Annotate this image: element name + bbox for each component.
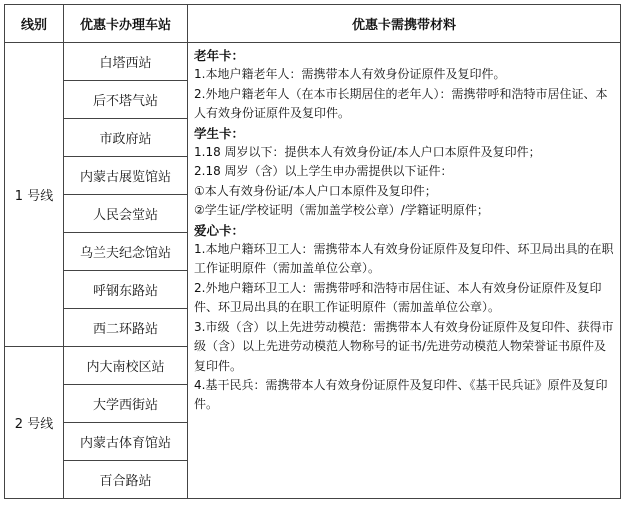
material-item: 2.外地户籍环卫工人：需携带呼和浩特市居住证、本人有效身份证原件及复印件、环卫局出具的在职工作证明原件（需加盖单位公章）。 — [194, 280, 602, 315]
table-row — [5, 43, 621, 81]
station-name: 内大南校区站 — [64, 347, 188, 385]
material-item: 4.基干民兵：需携带本人有效身份证原件及复印件、《基干民兵证》原件及复印件。 — [194, 377, 608, 412]
station-name: 乌兰夫纪念馆站 — [64, 233, 188, 271]
material-heading: 老年卡： — [194, 48, 245, 63]
header-row — [5, 5, 621, 43]
station-name: 内蒙古体育馆站 — [64, 423, 188, 461]
material-item: 1.本地户籍老年人：需携带本人有效身份证原件及复印件。 — [194, 67, 506, 82]
station-name: 市政府站 — [64, 119, 188, 157]
materials-cell — [188, 43, 621, 499]
header-line: 线别 — [5, 5, 64, 43]
station-name: 百合路站 — [64, 461, 188, 499]
station-name: 内蒙古展览馆站 — [64, 157, 188, 195]
station-name: 西二环路站 — [64, 309, 188, 347]
station-name: 白塔西站 — [64, 43, 188, 81]
material-item: 3.市级（含）以上先进劳动模范：需携带本人有效身份证原件及复印件、获得市级（含）以上先进劳动模范人物称号的证书/先进劳动模范人物荣誉证书原件及复印件。 — [194, 319, 614, 373]
station-name: 人民会堂站 — [64, 195, 188, 233]
material-item: 1.18 周岁以下：提供本人有效身份证/本人户口本原件及复印件； — [194, 145, 541, 160]
line-label: 2 号线 — [5, 347, 64, 499]
line-label: 1 号线 — [5, 43, 64, 347]
material-heading: 爱心卡： — [194, 222, 245, 238]
station-name: 后不塔气站 — [64, 81, 188, 119]
table-body — [5, 43, 621, 499]
discount-card-table — [4, 4, 621, 499]
station-name: 呼钢东路站 — [64, 271, 188, 309]
material-item: 2.18 周岁（含）以上学生申办需提供以下证件： — [194, 164, 453, 179]
material-heading: 学生卡： — [194, 125, 245, 141]
material-item: ①本人有效身份证/本人户口本原件及复印件； — [194, 183, 437, 198]
material-item: 1.本地户籍环卫工人：需携带本人有效身份证原件及复印件、环卫局出具的在职工作证明原件（需加盖单位公章）。 — [194, 242, 614, 276]
material-item: 2.外地户籍老年人（在本市长期居住的老年人）：需携带呼和浩特市居住证、本人有效身份证原件及复印件。 — [194, 86, 608, 121]
header-station: 优惠卡办理车站 — [64, 5, 188, 43]
header-materials: 优惠卡需携带材料 — [188, 5, 621, 43]
station-name: 大学西街站 — [64, 385, 188, 423]
material-item: ②学生证/学校证明（需加盖学校公章）/学籍证明原件； — [194, 203, 489, 218]
